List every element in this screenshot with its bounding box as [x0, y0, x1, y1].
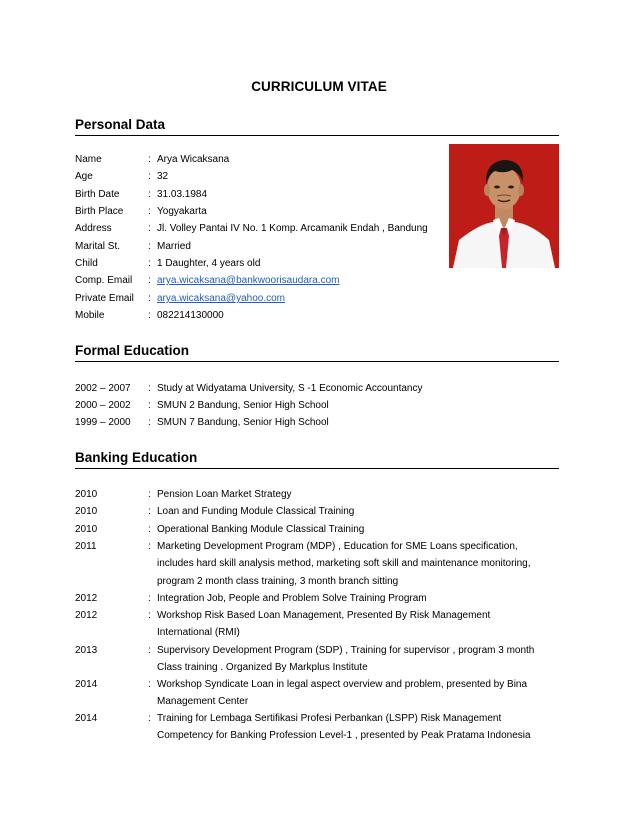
- colon: :: [148, 524, 151, 535]
- colon: :: [148, 241, 151, 252]
- row-line: Integration Job, People and Problem Solve Training Program: [157, 593, 427, 604]
- colon: :: [148, 310, 151, 321]
- colon: :: [148, 275, 151, 286]
- row-label: Private Email: [75, 293, 134, 304]
- row-value: 1 Daughter, 4 years old: [157, 258, 261, 269]
- colon: :: [148, 383, 151, 394]
- row-line: Loan and Funding Module Classical Training: [157, 506, 355, 517]
- row-value: [157, 290, 285, 307]
- row-line: Workshop Syndicate Loan in legal aspect overview and problem, presented by Bina: [157, 679, 528, 690]
- row-value: [157, 486, 557, 503]
- colon: :: [148, 171, 151, 182]
- row-value: 32: [157, 171, 169, 182]
- banking-education-heading: Banking Education: [75, 450, 559, 469]
- row-label: Child: [75, 258, 98, 269]
- row-line: Operational Banking Module Classical Training: [157, 524, 365, 535]
- row-label: 2010: [75, 506, 98, 517]
- row-value: 082214130000: [157, 310, 224, 321]
- colon: :: [148, 645, 151, 656]
- colon: :: [148, 258, 151, 269]
- colon: :: [148, 506, 151, 517]
- row-value: [157, 710, 557, 745]
- row-value: [157, 521, 557, 538]
- colon: :: [148, 400, 151, 411]
- row-label: 2002 – 2007: [75, 383, 131, 394]
- colon: :: [148, 489, 151, 500]
- row-label: 2000 – 2002: [75, 400, 131, 411]
- row-line: program 2 month class training, 3 month branch sitting: [157, 575, 399, 587]
- colon: :: [148, 679, 151, 690]
- row-line: Competency for Banking Profession Level-1 , presented by Peak Pratama Indonesia: [157, 730, 531, 742]
- row-value: 31.03.1984: [157, 189, 208, 200]
- colon: :: [148, 713, 151, 724]
- row-label: Birth Date: [75, 189, 120, 200]
- row-value: Study at Widyatama University, S -1 Economic Accountancy: [157, 383, 423, 394]
- row-value: [157, 503, 557, 520]
- row-label: Birth Place: [75, 206, 124, 217]
- row-line: International (RMI): [157, 627, 240, 639]
- row-line: Supervisory Development Program (SDP) , Training for supervisor , program 3 month: [157, 645, 535, 656]
- row-label: 1999 – 2000: [75, 417, 131, 428]
- row-line: Management Center: [157, 696, 249, 708]
- colon: :: [148, 293, 151, 304]
- row-label: Age: [75, 171, 93, 182]
- profile-photo: [449, 144, 559, 268]
- row-label: Comp. Email: [75, 275, 133, 286]
- row-label: 2012: [75, 610, 98, 621]
- row-label: Name: [75, 154, 102, 165]
- row-line: includes hard skill analysis method, marketing soft skill and maintenance monitoring,: [157, 558, 531, 570]
- row-value: Married: [157, 241, 191, 252]
- row-line: Training for Lembaga Sertifikasi Profesi Perbankan (LSPP) Risk Management: [157, 713, 502, 724]
- row-label: 2010: [75, 524, 98, 535]
- row-value: [157, 590, 557, 607]
- row-value: Arya Wicaksana: [157, 154, 230, 165]
- portrait-image: [449, 144, 559, 268]
- row-line: Class training . Organized By Markplus Institute: [157, 662, 368, 674]
- row-line: Pension Loan Market Strategy: [157, 489, 292, 500]
- row-value: Yogyakarta: [157, 206, 207, 217]
- private-email-link[interactable]: arya.wicaksana@yahoo.com: [157, 293, 285, 304]
- colon: :: [148, 610, 151, 621]
- colon: :: [148, 223, 151, 234]
- row-value: [157, 272, 339, 289]
- row-label: 2011: [75, 541, 97, 552]
- row-label: Marital St.: [75, 241, 121, 252]
- row-label: 2014: [75, 679, 98, 690]
- formal-education-heading: Formal Education: [75, 343, 559, 362]
- page-title: CURRICULUM VITAE: [251, 79, 387, 94]
- colon: :: [148, 541, 151, 552]
- colon: :: [148, 593, 151, 604]
- row-value: SMUN 2 Bandung, Senior High School: [157, 400, 329, 411]
- row-label: Mobile: [75, 310, 105, 321]
- personal-data-heading: Personal Data: [75, 117, 559, 136]
- colon: :: [148, 154, 151, 165]
- colon: :: [148, 417, 151, 428]
- row-label: 2013: [75, 645, 98, 656]
- colon: :: [148, 206, 151, 217]
- row-value: [157, 538, 557, 590]
- row-line: Workshop Risk Based Loan Management, Presented By Risk Management: [157, 610, 491, 621]
- row-label: 2010: [75, 489, 98, 500]
- row-value: Jl. Volley Pantai IV No. 1 Komp. Arcamanik Endah , Bandung: [157, 223, 428, 234]
- comp-email-link[interactable]: arya.wicaksana@bankwoorisaudara.com: [157, 275, 340, 286]
- colon: :: [148, 189, 151, 200]
- row-value: [157, 642, 557, 677]
- row-value: SMUN 7 Bandung, Senior High School: [157, 417, 329, 428]
- row-label: 2012: [75, 593, 98, 604]
- row-value: [157, 607, 557, 642]
- row-label: Address: [75, 223, 112, 234]
- row-value: [157, 676, 557, 711]
- row-label: 2014: [75, 713, 98, 724]
- row-line: Marketing Development Program (MDP) , Education for SME Loans specification,: [157, 541, 518, 552]
